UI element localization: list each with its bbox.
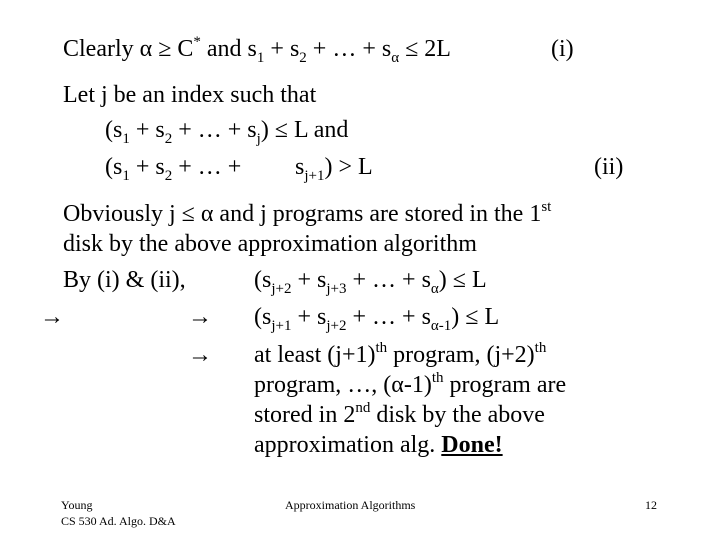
footer-course: CS 530 Ad. Algo. D&A bbox=[61, 514, 176, 528]
text: ) ≤ L bbox=[451, 304, 500, 330]
footer-title: Approximation Algorithms bbox=[285, 498, 416, 512]
text: + … + s bbox=[306, 36, 392, 62]
text: ) > L bbox=[324, 154, 373, 180]
text: + … + s bbox=[346, 267, 431, 293]
text: ≥ C bbox=[152, 36, 194, 62]
line-stored-in-2nd bbox=[254, 400, 545, 433]
text: + … + s bbox=[172, 117, 257, 143]
equation-tag-i: (i) bbox=[551, 36, 574, 62]
arrow-icon: → bbox=[188, 304, 212, 330]
superscript: th bbox=[431, 370, 444, 386]
text: Clearly bbox=[63, 36, 140, 62]
subscript: j bbox=[256, 131, 261, 147]
line-approx-alg bbox=[254, 430, 503, 460]
line-sum-to-j1-tail bbox=[295, 152, 373, 185]
footer-author: Young bbox=[61, 498, 93, 512]
text: Obviously j ≤ α and j programs are stored in the 1 bbox=[63, 201, 542, 227]
subscript: α bbox=[430, 281, 439, 297]
text: ≤ 2L bbox=[399, 36, 451, 62]
text: program, …, ( bbox=[254, 372, 392, 398]
text: + s bbox=[129, 117, 165, 143]
line-disk-approx: disk by the above approximation algorithm bbox=[63, 231, 477, 257]
subscript: α-1 bbox=[430, 318, 452, 334]
text: + s bbox=[291, 267, 327, 293]
text: + … + s bbox=[346, 304, 431, 330]
line-sum-to-j1 bbox=[105, 152, 241, 185]
text: (s bbox=[254, 304, 272, 330]
superscript: st bbox=[541, 199, 552, 215]
alpha-symbol: α bbox=[391, 372, 404, 398]
implies-arrow-icon: → bbox=[40, 304, 64, 330]
text: ) ≤ L bbox=[438, 267, 487, 293]
text: s bbox=[295, 154, 305, 180]
text: program, (j+2) bbox=[387, 342, 535, 368]
text: approximation alg. bbox=[254, 432, 442, 458]
line-sum-j1-formula bbox=[254, 302, 499, 335]
text: + s bbox=[291, 304, 327, 330]
line-clearly bbox=[63, 34, 451, 67]
line-program-dots bbox=[254, 370, 566, 403]
line-at-least bbox=[254, 340, 546, 373]
text: (s bbox=[105, 117, 123, 143]
text: stored in 2 bbox=[254, 402, 356, 428]
text: and s bbox=[200, 36, 257, 62]
text: ) ≤ L and bbox=[260, 117, 349, 143]
subscript: 1 bbox=[122, 131, 130, 147]
line-by-i-ii-formula bbox=[254, 265, 487, 298]
subscript: j+3 bbox=[326, 281, 347, 297]
superscript: nd bbox=[355, 400, 371, 416]
subscript: j+1 bbox=[304, 168, 325, 184]
subscript: 1 bbox=[122, 168, 130, 184]
subscript: 1 bbox=[256, 50, 265, 66]
superscript: * bbox=[193, 34, 201, 50]
equation-tag-ii: (ii) bbox=[594, 154, 624, 180]
text: disk by the above bbox=[370, 402, 545, 428]
page-number: 12 bbox=[645, 498, 657, 512]
text: + … + bbox=[172, 154, 242, 180]
line-obviously bbox=[63, 199, 551, 232]
subscript: 2 bbox=[164, 168, 173, 184]
line-sum-to-j bbox=[105, 115, 348, 148]
subscript: α bbox=[391, 50, 400, 66]
arrow-icon: → bbox=[188, 342, 212, 368]
subscript: 2 bbox=[299, 50, 307, 66]
superscript: th bbox=[534, 340, 547, 356]
subscript: 2 bbox=[164, 131, 173, 147]
subscript: j+2 bbox=[326, 318, 347, 334]
line-by-i-ii-label: By (i) & (ii), bbox=[63, 267, 186, 293]
text: + s bbox=[129, 154, 165, 180]
text: at least (j+1) bbox=[254, 342, 376, 368]
subscript: j+1 bbox=[271, 318, 292, 334]
text: + s bbox=[264, 36, 300, 62]
superscript: th bbox=[375, 340, 388, 356]
alpha-symbol: α bbox=[139, 36, 153, 62]
text: (s bbox=[105, 154, 123, 180]
text: -1) bbox=[403, 372, 432, 398]
text: program are bbox=[443, 372, 567, 398]
text: (s bbox=[254, 267, 272, 293]
line-let-j: Let j be an index such that bbox=[63, 82, 317, 108]
done-label: Done! bbox=[441, 432, 503, 458]
subscript: j+2 bbox=[271, 281, 292, 297]
